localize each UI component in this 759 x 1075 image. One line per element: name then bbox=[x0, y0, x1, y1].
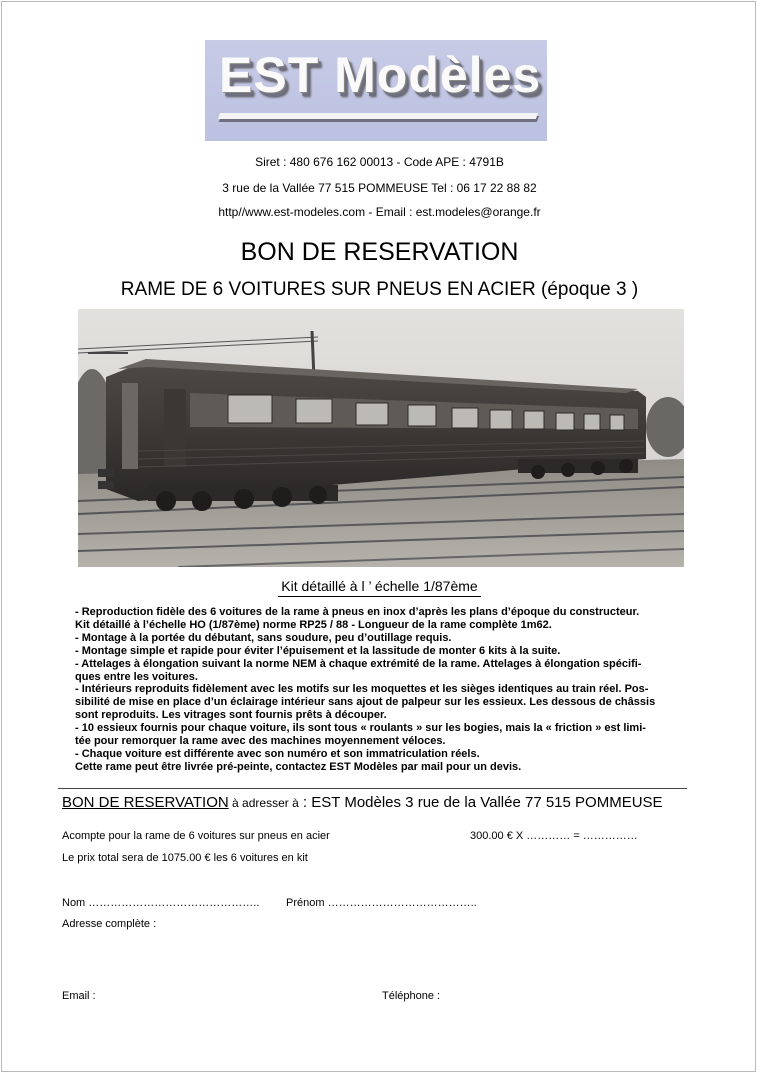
description-line: tée pour remorquer la rame avec des machines moyennement véloces. bbox=[75, 735, 446, 748]
reservation-label: BON DE RESERVATION bbox=[62, 794, 229, 811]
train-car-photo bbox=[78, 309, 684, 567]
adresse-field[interactable]: Adresse complète : bbox=[62, 918, 157, 930]
siret-line: Siret : 480 676 162 00013 - Code APE : 4791B bbox=[255, 155, 504, 169]
section-divider bbox=[58, 788, 687, 789]
logo-underline bbox=[218, 113, 538, 119]
address-line: 3 rue de la Vallée 77 515 POMMEUSE Tel : 06 17 22 88 82 bbox=[222, 181, 537, 195]
kit-title bbox=[0, 578, 759, 594]
logo-text: EST Modèles bbox=[219, 47, 542, 103]
description-line: sibilité de mise en place d’un éclairage intérieur sans ajout de palpeur sur les essieux. Les dessous de châssis bbox=[75, 696, 656, 709]
reservation-address: : EST Modèles 3 rue de la Vallée 77 515 POMMEUSE bbox=[298, 794, 663, 811]
deposit-label: Acompte pour la rame de 6 voitures sur pneus en acier bbox=[62, 830, 330, 842]
description-block bbox=[75, 606, 715, 774]
description-line: - Reproduction fidèle des 6 voitures de la rame à pneus en inox d’après les plans d’époque du constructeur. bbox=[75, 606, 640, 618]
web-line: http//www.est-modeles.com - Email : est.modeles@orange.fr bbox=[218, 205, 541, 219]
description-line: - Attelages à élongation suivant la norme NEM à chaque extrémité de la rame. Attelages à élongation spécifi- bbox=[75, 657, 642, 670]
page-subtitle: RAME DE 6 VOITURES SUR PNEUS EN ACIER (époque 3 ) bbox=[120, 279, 639, 300]
description-line: - Montage simple et rapide pour éviter l’épuisement et la lassitude de monter 6 kits à la suite. bbox=[75, 644, 561, 657]
deposit-calc-field[interactable]: 300.00 € X ………… = …………… bbox=[470, 830, 638, 842]
description-line: - Intérieurs reproduits fidèlement avec les motifs sur les moquettes et les sièges identiques au train réel. Pos- bbox=[75, 683, 649, 696]
prenom-field[interactable]: Prénom ………………………………….. bbox=[286, 897, 477, 909]
description-line: ques entre les voitures. bbox=[75, 670, 198, 683]
description-line: Kit détaillé à l’échelle HO (1/87ème) norme RP25 / 88 - Longueur de la rame complète 1m62. bbox=[75, 618, 552, 631]
email-field[interactable]: Email : bbox=[62, 990, 96, 1002]
reservation-header bbox=[62, 794, 663, 811]
description-line: sont reproduits. Les vitrages sont fournis prêts à découper. bbox=[75, 709, 387, 722]
description-line: - 10 essieux fournis pour chaque voiture, ils sont tous « roulants » sur les bogies, mais la « friction » est limi- bbox=[75, 722, 646, 735]
kit-title-text: Kit détaillé à l ’ échelle 1/87ème bbox=[278, 578, 480, 597]
page-title: BON DE RESERVATION bbox=[240, 238, 519, 266]
logo bbox=[205, 40, 547, 141]
nom-field[interactable]: Nom ……………………………………….. bbox=[62, 897, 260, 909]
description-line: - Chaque voiture est différente avec son numéro et son immatriculation réels. bbox=[75, 747, 480, 760]
total-price-text: Le prix total sera de 1075.00 € les 6 voitures en kit bbox=[62, 852, 308, 864]
reservation-send-to: à adresser à bbox=[228, 796, 299, 810]
description-line: - Montage à la portée du débutant, sans soudure, peu d’outillage requis. bbox=[75, 631, 452, 644]
telephone-field[interactable]: Téléphone : bbox=[382, 990, 441, 1002]
description-line: Cette rame peut être livrée pré-peinte, contactez EST Modèles par mail pour un devis. bbox=[75, 760, 522, 773]
